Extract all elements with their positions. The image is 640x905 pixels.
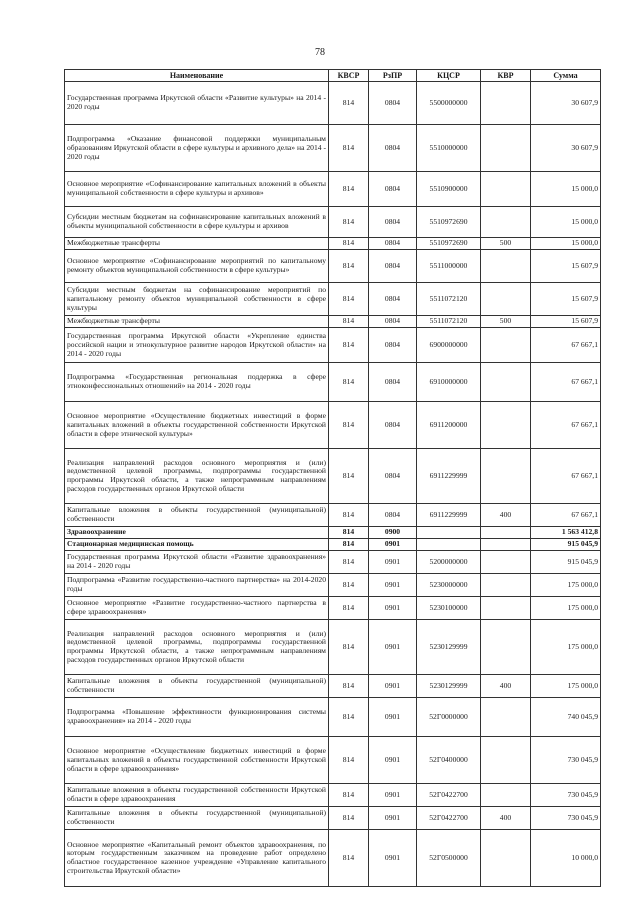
- table-row: [65, 172, 601, 207]
- row-rzpr-cell: 0901: [369, 539, 417, 551]
- table-row: [65, 449, 601, 504]
- header-rzpr: РзПР: [369, 70, 417, 82]
- row-kcsr-cell: 5500000000: [417, 82, 481, 125]
- row-rzpr-cell: 0804: [369, 363, 417, 402]
- table-row: [65, 250, 601, 283]
- row-name-cell: Основное мероприятие «Софинансирование капитальных вложений в объекты муниципальной собственности в сфере культуры и архивов»: [65, 172, 329, 207]
- table-row: [65, 539, 601, 551]
- table-row: [65, 737, 601, 784]
- row-name-cell: Здравоохранение: [65, 527, 329, 539]
- row-kcsr-cell: 52Г0000000: [417, 698, 481, 737]
- row-sum-cell: 67 667,1: [531, 402, 601, 449]
- row-sum-cell: 730 045,9: [531, 807, 601, 830]
- row-rzpr-cell: 0901: [369, 675, 417, 698]
- row-kvr-cell: 400: [481, 504, 531, 527]
- table-row: [65, 238, 601, 250]
- row-kvsr-cell: 814: [329, 328, 369, 363]
- row-kvsr-cell: 814: [329, 539, 369, 551]
- row-rzpr-cell: 0804: [369, 328, 417, 363]
- row-sum-cell: 67 667,1: [531, 504, 601, 527]
- row-sum-cell: 730 045,9: [531, 784, 601, 807]
- row-kvr-cell: [481, 597, 531, 620]
- row-sum-cell: 740 045,9: [531, 698, 601, 737]
- row-kvr-cell: 400: [481, 807, 531, 830]
- table-row: [65, 784, 601, 807]
- row-sum-cell: 175 000,0: [531, 675, 601, 698]
- row-rzpr-cell: 0901: [369, 737, 417, 784]
- header-kvr: КВР: [481, 70, 531, 82]
- row-name-cell: Субсидии местным бюджетам на софинансирование капитальных вложений в объекты муниципальной собственности в сфере культуры и архивов: [65, 207, 329, 238]
- row-kvsr-cell: 814: [329, 250, 369, 283]
- row-kvsr-cell: 814: [329, 620, 369, 675]
- row-kcsr-cell: 5230100000: [417, 597, 481, 620]
- row-kcsr-cell: 5200000000: [417, 551, 481, 574]
- row-sum-cell: 15 607,9: [531, 283, 601, 316]
- row-name-cell: Подпрограмма «Развитие государственно-частного партнерства» на 2014-2020 годы: [65, 574, 329, 597]
- row-kvr-cell: [481, 830, 531, 887]
- row-sum-cell: 15 000,0: [531, 172, 601, 207]
- table-row: [65, 283, 601, 316]
- row-name-cell: Субсидии местным бюджетам на софинансирование мероприятий по капитальному ремонту объектов муниципальной собственности в сфере культуры: [65, 283, 329, 316]
- row-kcsr-cell: 52Г0422700: [417, 784, 481, 807]
- row-kvr-cell: [481, 551, 531, 574]
- row-kvr-cell: [481, 449, 531, 504]
- row-kvsr-cell: 814: [329, 125, 369, 172]
- row-rzpr-cell: 0901: [369, 574, 417, 597]
- table-row: [65, 698, 601, 737]
- table-row: [65, 551, 601, 574]
- row-sum-cell: 15 000,0: [531, 207, 601, 238]
- row-rzpr-cell: 0901: [369, 784, 417, 807]
- table-header-row: [65, 70, 601, 82]
- row-kcsr-cell: 52Г0500000: [417, 830, 481, 887]
- row-kcsr-cell: 6911200000: [417, 402, 481, 449]
- row-kcsr-cell: 5510972690: [417, 238, 481, 250]
- row-kvsr-cell: 814: [329, 737, 369, 784]
- row-sum-cell: 15 607,9: [531, 250, 601, 283]
- row-rzpr-cell: 0804: [369, 82, 417, 125]
- row-sum-cell: 175 000,0: [531, 574, 601, 597]
- row-kcsr-cell: 5510900000: [417, 172, 481, 207]
- row-sum-cell: 15 607,9: [531, 316, 601, 328]
- table-row: [65, 597, 601, 620]
- row-kcsr-cell: 6911229999: [417, 504, 481, 527]
- row-kcsr-cell: 52Г0400000: [417, 737, 481, 784]
- row-sum-cell: 30 607,9: [531, 125, 601, 172]
- row-kvsr-cell: 814: [329, 172, 369, 207]
- row-rzpr-cell: 0804: [369, 250, 417, 283]
- table-row: [65, 316, 601, 328]
- row-sum-cell: 915 045,9: [531, 551, 601, 574]
- row-sum-cell: 1 563 412,8: [531, 527, 601, 539]
- table-row: [65, 807, 601, 830]
- row-kvsr-cell: 814: [329, 527, 369, 539]
- row-kvsr-cell: 814: [329, 207, 369, 238]
- row-kvr-cell: 400: [481, 675, 531, 698]
- header-name: Наименование: [65, 70, 329, 82]
- row-name-cell: Межбюджетные трансферты: [65, 316, 329, 328]
- row-kvsr-cell: 814: [329, 363, 369, 402]
- row-kvsr-cell: 814: [329, 283, 369, 316]
- row-name-cell: Государственная программа Иркутской области «Укрепление единства российской нации и этнокультурное развитие народов Иркутской области» на 2014 - 2020 годы: [65, 328, 329, 363]
- row-name-cell: Государственная программа Иркутской области «Развитие культуры» на 2014 - 2020 годы: [65, 82, 329, 125]
- table-row: [65, 675, 601, 698]
- table-row: [65, 574, 601, 597]
- row-kvr-cell: 500: [481, 316, 531, 328]
- row-rzpr-cell: 0804: [369, 316, 417, 328]
- row-kvr-cell: [481, 402, 531, 449]
- row-kvsr-cell: 814: [329, 551, 369, 574]
- header-sum: Сумма: [531, 70, 601, 82]
- table-row: [65, 82, 601, 125]
- row-kcsr-cell: 52Г0422700: [417, 807, 481, 830]
- table-row: [65, 328, 601, 363]
- row-name-cell: Капитальные вложения в объекты государственной (муниципальной) собственности: [65, 504, 329, 527]
- table-row: [65, 363, 601, 402]
- row-kvsr-cell: 814: [329, 449, 369, 504]
- row-kvr-cell: [481, 363, 531, 402]
- row-rzpr-cell: 0804: [369, 207, 417, 238]
- row-kvr-cell: [481, 82, 531, 125]
- row-rzpr-cell: 0804: [369, 172, 417, 207]
- row-kcsr-cell: 5510000000: [417, 125, 481, 172]
- table-row: [65, 207, 601, 238]
- table-row: [65, 620, 601, 675]
- row-kvr-cell: [481, 539, 531, 551]
- row-name-cell: Государственная программа Иркутской области «Развитие здравоохранения» на 2014 - 2020 годы: [65, 551, 329, 574]
- table-row: [65, 527, 601, 539]
- row-kvr-cell: [481, 250, 531, 283]
- row-kcsr-cell: 6911229999: [417, 449, 481, 504]
- row-kcsr-cell: 5510972690: [417, 207, 481, 238]
- row-kvr-cell: 500: [481, 238, 531, 250]
- row-name-cell: Подпрограмма «Государственная региональная поддержка в сфере этноконфессиональных отношений» на 2014 - 2020 годы: [65, 363, 329, 402]
- row-rzpr-cell: 0804: [369, 125, 417, 172]
- row-rzpr-cell: 0804: [369, 449, 417, 504]
- table-row: [65, 402, 601, 449]
- row-kvsr-cell: 814: [329, 82, 369, 125]
- header-kcsr: КЦСР: [417, 70, 481, 82]
- row-kcsr-cell: 5230000000: [417, 574, 481, 597]
- row-kvr-cell: [481, 207, 531, 238]
- row-kvr-cell: [481, 620, 531, 675]
- row-name-cell: Реализация направлений расходов основного мероприятия и (или) ведомственной целевой программы, подпрограммы государственной программы Иркутской области, а также непрограммным направлениям расходов государственных органов Иркутской области: [65, 620, 329, 675]
- row-kvr-cell: [481, 125, 531, 172]
- row-rzpr-cell: 0804: [369, 402, 417, 449]
- row-kvsr-cell: 814: [329, 698, 369, 737]
- row-kcsr-cell: 5511072120: [417, 316, 481, 328]
- row-sum-cell: 15 000,0: [531, 238, 601, 250]
- row-kvsr-cell: 814: [329, 574, 369, 597]
- row-kvsr-cell: 814: [329, 597, 369, 620]
- row-kvsr-cell: 814: [329, 830, 369, 887]
- row-kvr-cell: [481, 283, 531, 316]
- row-kcsr-cell: 5230129999: [417, 675, 481, 698]
- budget-table: [64, 69, 601, 887]
- row-kvr-cell: [481, 527, 531, 539]
- row-sum-cell: 175 000,0: [531, 597, 601, 620]
- header-kvsr: КВСР: [329, 70, 369, 82]
- table-row: [65, 504, 601, 527]
- row-name-cell: Межбюджетные трансферты: [65, 238, 329, 250]
- row-sum-cell: 175 000,0: [531, 620, 601, 675]
- row-kcsr-cell: 5511000000: [417, 250, 481, 283]
- row-name-cell: Капитальные вложения в объекты государственной (муниципальной) собственности: [65, 675, 329, 698]
- row-kvr-cell: [481, 737, 531, 784]
- table-row: [65, 830, 601, 887]
- row-kvr-cell: [481, 574, 531, 597]
- row-rzpr-cell: 0901: [369, 597, 417, 620]
- row-name-cell: Капитальные вложения в объекты государственной собственности Иркутской области в сфере здравоохранения: [65, 784, 329, 807]
- page-number: 78: [315, 47, 325, 58]
- row-sum-cell: 730 045,9: [531, 737, 601, 784]
- row-name-cell: Основное мероприятие «Осуществление бюджетных инвестиций в форме капитальных вложений в объекты государственной собственности Иркутской области в сфере этнической культуры»: [65, 402, 329, 449]
- row-kvsr-cell: 814: [329, 675, 369, 698]
- row-name-cell: Стационарная медицинская помощь: [65, 539, 329, 551]
- row-rzpr-cell: 0901: [369, 551, 417, 574]
- row-rzpr-cell: 0901: [369, 698, 417, 737]
- row-kvsr-cell: 814: [329, 784, 369, 807]
- row-sum-cell: 67 667,1: [531, 363, 601, 402]
- row-kvr-cell: [481, 172, 531, 207]
- row-name-cell: Основное мероприятие «Софинансирование мероприятий по капитальному ремонту объектов муниципальной собственности в сфере культуры»: [65, 250, 329, 283]
- table-body: [65, 82, 601, 887]
- row-kcsr-cell: 5230129999: [417, 620, 481, 675]
- row-sum-cell: 10 000,0: [531, 830, 601, 887]
- row-kcsr-cell: 6900000000: [417, 328, 481, 363]
- row-rzpr-cell: 0901: [369, 830, 417, 887]
- row-name-cell: Основное мероприятие «Капитальный ремонт объектов здравоохранения, по которым государственным заказчиком на проведение работ определено областное государственное казенное учреждение «Управление капитального строительства Иркутской области»: [65, 830, 329, 887]
- row-sum-cell: 67 667,1: [531, 449, 601, 504]
- row-rzpr-cell: 0901: [369, 620, 417, 675]
- row-rzpr-cell: 0804: [369, 283, 417, 316]
- row-name-cell: Капитальные вложения в объекты государственной (муниципальной) собственности: [65, 807, 329, 830]
- row-kcsr-cell: [417, 539, 481, 551]
- row-kvsr-cell: 814: [329, 402, 369, 449]
- row-kvr-cell: [481, 698, 531, 737]
- row-name-cell: Подпрограмма «Оказание финансовой поддержки муниципальным образованиям Иркутской области в сфере культуры и архивного дела» на 2014 - 2020 годы: [65, 125, 329, 172]
- row-kvsr-cell: 814: [329, 238, 369, 250]
- row-sum-cell: 67 667,1: [531, 328, 601, 363]
- row-kvsr-cell: 814: [329, 316, 369, 328]
- row-kcsr-cell: [417, 527, 481, 539]
- row-rzpr-cell: 0900: [369, 527, 417, 539]
- row-kcsr-cell: 6910000000: [417, 363, 481, 402]
- row-name-cell: Основное мероприятие «Развитие государственно-частного партнерства в сфере здравоохранения»: [65, 597, 329, 620]
- row-kvr-cell: [481, 328, 531, 363]
- row-name-cell: Основное мероприятие «Осуществление бюджетных инвестиций в форме капитальных вложений в объекты государственной собственности Иркутской области в сфере здравоохранения»: [65, 737, 329, 784]
- row-rzpr-cell: 0901: [369, 807, 417, 830]
- row-name-cell: Подпрограмма «Повышение эффективности функционирования системы здравоохранения» на 2014 - 2020 годы: [65, 698, 329, 737]
- table-row: [65, 125, 601, 172]
- row-kvsr-cell: 814: [329, 807, 369, 830]
- row-rzpr-cell: 0804: [369, 238, 417, 250]
- row-sum-cell: 30 607,9: [531, 82, 601, 125]
- row-rzpr-cell: 0804: [369, 504, 417, 527]
- row-name-cell: Реализация направлений расходов основного мероприятия и (или) ведомственной целевой программы, подпрограммы государственной программы Иркутской области, а также непрограммным направлениям расходов государственных органов Иркутской области: [65, 449, 329, 504]
- row-sum-cell: 915 045,9: [531, 539, 601, 551]
- row-kvr-cell: [481, 784, 531, 807]
- row-kvsr-cell: 814: [329, 504, 369, 527]
- row-kcsr-cell: 5511072120: [417, 283, 481, 316]
